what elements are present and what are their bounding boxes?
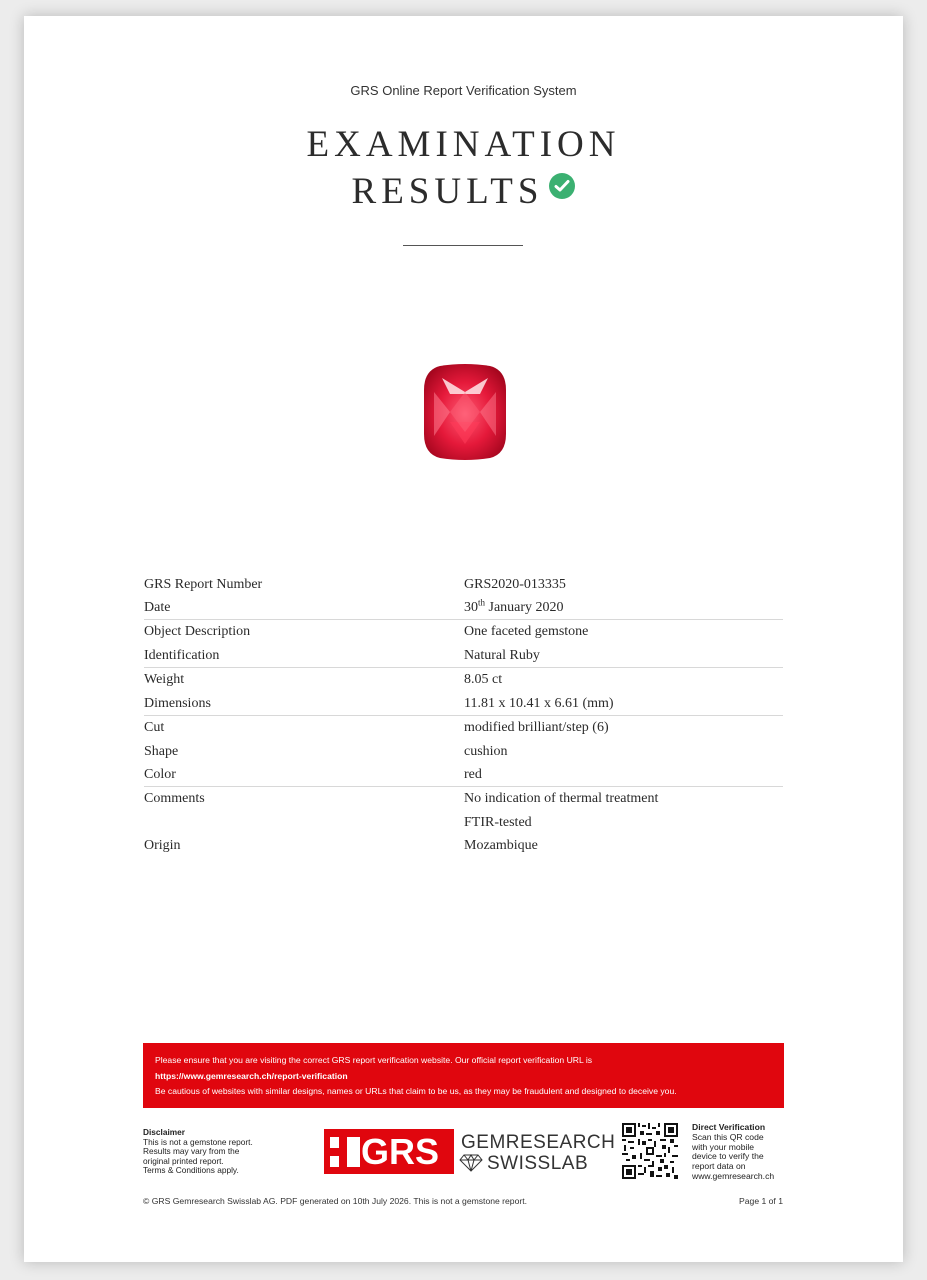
grs-logo-text: GRS bbox=[361, 1131, 440, 1172]
direct-verification-heading: Direct Verification bbox=[692, 1122, 766, 1132]
direct-verification-line: report data on bbox=[692, 1161, 746, 1172]
value-shape: cushion bbox=[464, 743, 508, 759]
label-identification: Identification bbox=[144, 647, 220, 663]
page-number: Page 1 of 1 bbox=[739, 1196, 783, 1206]
page-title-line2 bbox=[24, 173, 903, 210]
row-date bbox=[144, 596, 783, 620]
value-report-number: GRS2020-013335 bbox=[464, 576, 566, 592]
row-color bbox=[144, 763, 783, 787]
disclaimer bbox=[143, 1128, 253, 1176]
value-cut: modified brilliant/step (6) bbox=[464, 716, 783, 741]
row-identification bbox=[144, 644, 783, 668]
value-dimensions: 11.81 x 10.41 x 6.61 (mm) bbox=[464, 695, 614, 711]
system-title: GRS Online Report Verification System bbox=[350, 83, 577, 98]
gemstone-image bbox=[420, 362, 510, 467]
grs-logo bbox=[324, 1129, 454, 1174]
date-suffix: th bbox=[478, 596, 486, 607]
row-cut bbox=[144, 716, 783, 741]
row-origin bbox=[144, 834, 783, 857]
row-shape bbox=[144, 740, 783, 763]
report-page bbox=[24, 16, 903, 1262]
row-weight bbox=[144, 668, 783, 693]
footer-copyright: © GRS Gemresearch Swisslab AG. PDF generated on 10th July 2026. This is not a gemstone report. bbox=[143, 1196, 528, 1206]
page-title-line1: EXAMINATION bbox=[306, 124, 621, 165]
title-divider bbox=[403, 245, 523, 246]
disclaimer-line: This is not a gemstone report. bbox=[143, 1136, 253, 1147]
banner-line3: Be cautious of websites with similar designs, names or URLs that claim to be us, as they may be fraudulent and designed to deceive you. bbox=[155, 1086, 677, 1096]
value-color: red bbox=[464, 766, 482, 782]
direct-verification-line: with your mobile bbox=[692, 1141, 755, 1152]
logo-name-line2: SWISSLAB bbox=[487, 1153, 589, 1174]
qr-code[interactable] bbox=[622, 1123, 678, 1179]
value-comments: No indication of thermal treatment bbox=[464, 787, 783, 812]
value-origin: Mozambique bbox=[464, 837, 538, 853]
swiss-cross-icon bbox=[330, 1137, 360, 1167]
disclaimer-heading: Disclaimer bbox=[143, 1127, 185, 1137]
page-title-line2-text: RESULTS bbox=[351, 171, 544, 212]
report-details-table bbox=[144, 573, 783, 857]
disclaimer-line: original printed report. bbox=[143, 1155, 224, 1166]
value-date bbox=[464, 596, 783, 620]
label-origin: Origin bbox=[144, 837, 181, 853]
label-report-number: GRS Report Number bbox=[144, 576, 263, 592]
direct-verification-line: device to verify the bbox=[692, 1151, 764, 1162]
label-comments: Comments bbox=[144, 787, 464, 812]
disclaimer-line: Results may vary from the bbox=[143, 1146, 240, 1157]
diamond-icon bbox=[459, 1154, 483, 1172]
direct-verification bbox=[692, 1123, 774, 1182]
warning-banner bbox=[143, 1043, 784, 1108]
date-day: 30 bbox=[464, 599, 478, 615]
label-shape: Shape bbox=[144, 743, 179, 759]
label-weight: Weight bbox=[144, 668, 464, 693]
row-report-number bbox=[144, 573, 783, 596]
row-object-description bbox=[144, 620, 783, 645]
value-weight: 8.05 ct bbox=[464, 668, 783, 693]
banner-url-link[interactable]: https://www.gemresearch.ch/report-verification bbox=[155, 1071, 348, 1081]
label-color: Color bbox=[144, 766, 176, 782]
row-comments-2 bbox=[144, 811, 783, 834]
value-comments-2: FTIR-tested bbox=[464, 814, 532, 830]
value-identification: Natural Ruby bbox=[464, 647, 540, 663]
label-object-description: Object Description bbox=[144, 620, 464, 645]
label-dimensions: Dimensions bbox=[144, 695, 211, 711]
label-comments-2 bbox=[144, 811, 464, 834]
value-object-description: One faceted gemstone bbox=[464, 620, 783, 645]
date-rest: January 2020 bbox=[485, 599, 564, 615]
logo-name-line1: GEMRESEARCH bbox=[461, 1132, 616, 1153]
label-date: Date bbox=[144, 599, 171, 615]
row-comments bbox=[144, 787, 783, 812]
banner-line1: Please ensure that you are visiting the correct GRS report verification website. Our official report verification URL is bbox=[155, 1055, 593, 1065]
verified-check-icon bbox=[549, 173, 575, 199]
row-dimensions bbox=[144, 692, 783, 716]
direct-verification-line: Scan this QR code bbox=[692, 1131, 764, 1142]
disclaimer-line: Terms & Conditions apply. bbox=[143, 1165, 239, 1176]
direct-verification-link[interactable]: www.gemresearch.ch bbox=[692, 1170, 775, 1181]
label-cut: Cut bbox=[144, 716, 464, 741]
